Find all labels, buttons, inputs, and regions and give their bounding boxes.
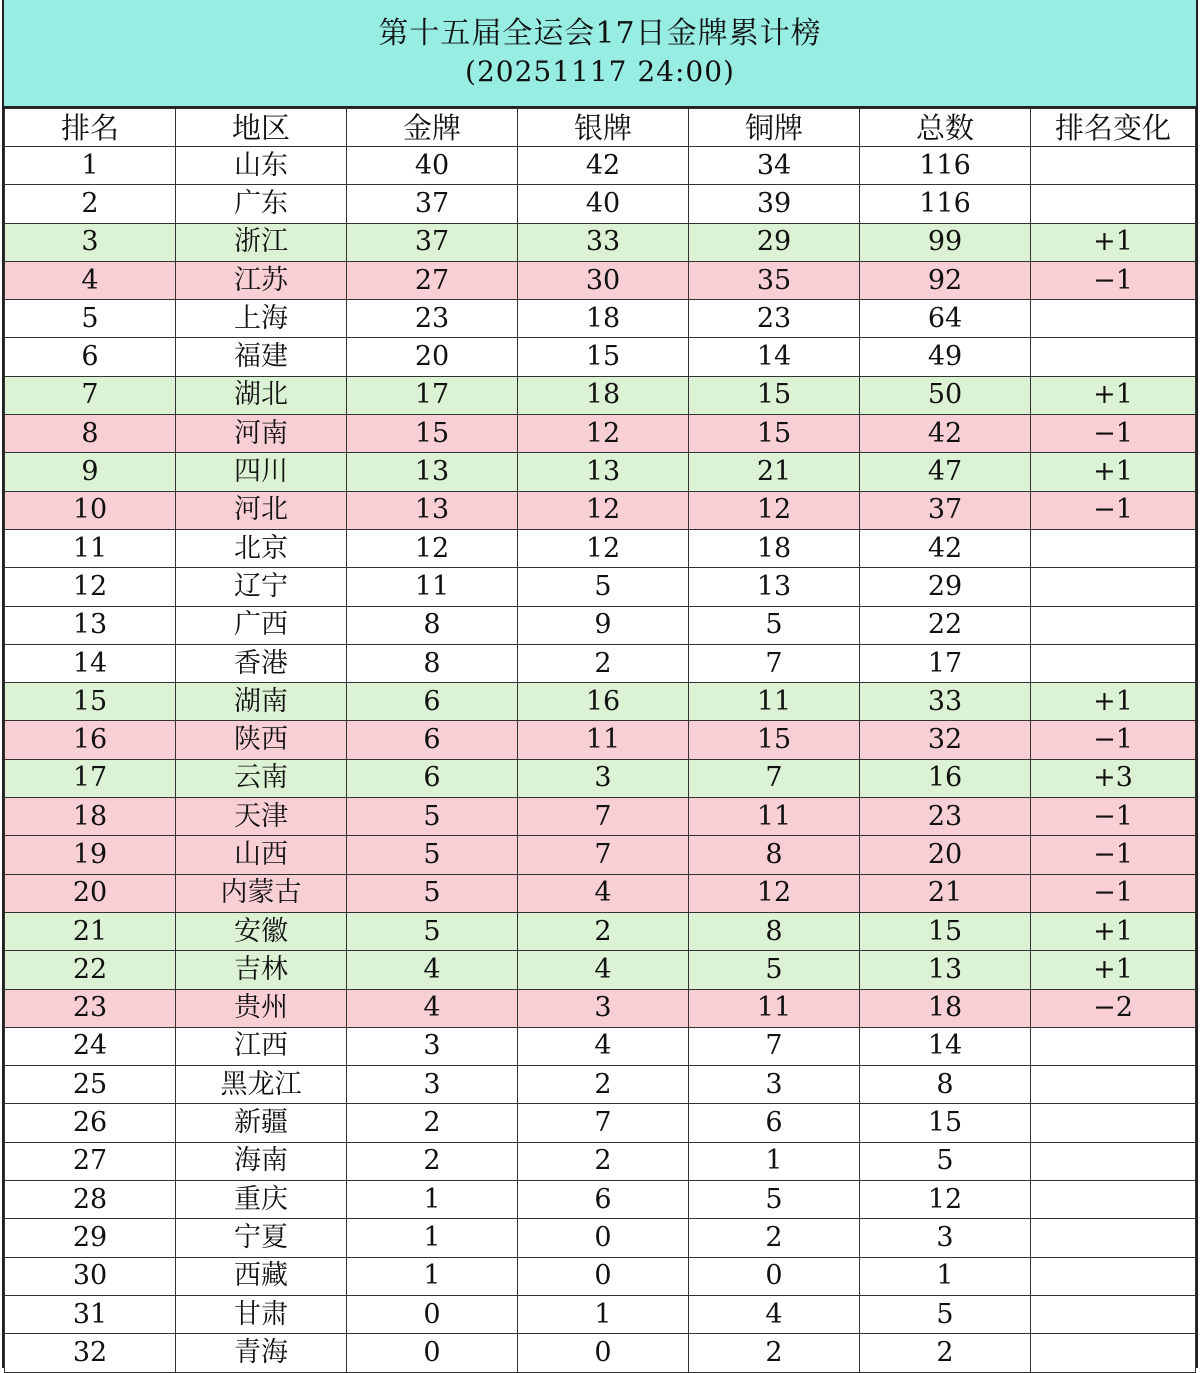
cell-rank: 12 <box>5 568 176 606</box>
cell-rank: 14 <box>5 644 176 682</box>
cell-gold: 0 <box>347 1295 518 1333</box>
header-silver: 银牌 <box>518 109 689 147</box>
header-gold: 金牌 <box>347 109 518 147</box>
cell-silver: 18 <box>518 376 689 414</box>
cell-silver: 12 <box>518 529 689 567</box>
table-row <box>5 874 1196 912</box>
cell-bronze: 2 <box>689 1334 860 1372</box>
cell-bronze: 7 <box>689 1027 860 1065</box>
cell-rank: 26 <box>5 1104 176 1142</box>
cell-rank: 29 <box>5 1219 176 1257</box>
cell-bronze: 29 <box>689 223 860 261</box>
cell-gold: 13 <box>347 491 518 529</box>
cell-bronze: 6 <box>689 1104 860 1142</box>
cell-bronze: 7 <box>689 759 860 797</box>
table-row <box>5 912 1196 950</box>
cell-total: 49 <box>860 338 1031 376</box>
cell-rank-change <box>1031 606 1196 644</box>
cell-total: 5 <box>860 1142 1031 1180</box>
cell-bronze: 34 <box>689 147 860 185</box>
table-row <box>5 415 1196 453</box>
cell-silver: 9 <box>518 606 689 644</box>
table-row <box>5 1142 1196 1180</box>
cell-gold: 6 <box>347 759 518 797</box>
cell-rank: 16 <box>5 721 176 759</box>
cell-silver: 12 <box>518 415 689 453</box>
cell-region: 海南 <box>176 1142 347 1180</box>
cell-rank: 19 <box>5 836 176 874</box>
cell-bronze: 21 <box>689 453 860 491</box>
cell-rank: 31 <box>5 1295 176 1333</box>
cell-silver: 7 <box>518 836 689 874</box>
cell-bronze: 2 <box>689 1219 860 1257</box>
cell-region: 山东 <box>176 147 347 185</box>
table-row <box>5 1181 1196 1219</box>
cell-silver: 33 <box>518 223 689 261</box>
cell-rank-change: +3 <box>1031 759 1196 797</box>
cell-rank-change: +1 <box>1031 951 1196 989</box>
cell-rank: 15 <box>5 683 176 721</box>
cell-bronze: 12 <box>689 491 860 529</box>
cell-rank-change <box>1031 644 1196 682</box>
table-row <box>5 300 1196 338</box>
cell-bronze: 8 <box>689 836 860 874</box>
cell-gold: 40 <box>347 147 518 185</box>
cell-total: 29 <box>860 568 1031 606</box>
cell-rank: 27 <box>5 1142 176 1180</box>
cell-rank: 24 <box>5 1027 176 1065</box>
cell-gold: 5 <box>347 912 518 950</box>
cell-gold: 0 <box>347 1334 518 1372</box>
table-row <box>5 453 1196 491</box>
table-row <box>5 1295 1196 1333</box>
cell-gold: 12 <box>347 529 518 567</box>
cell-silver: 15 <box>518 338 689 376</box>
cell-silver: 3 <box>518 989 689 1027</box>
table-row <box>5 644 1196 682</box>
cell-bronze: 7 <box>689 644 860 682</box>
cell-gold: 37 <box>347 185 518 223</box>
cell-silver: 11 <box>518 721 689 759</box>
table-title: 第十五届全运会17日金牌累计榜 <box>378 16 822 51</box>
cell-region: 广西 <box>176 606 347 644</box>
cell-bronze: 13 <box>689 568 860 606</box>
table-row <box>5 223 1196 261</box>
cell-region: 江西 <box>176 1027 347 1065</box>
cell-bronze: 12 <box>689 874 860 912</box>
cell-silver: 3 <box>518 759 689 797</box>
cell-bronze: 39 <box>689 185 860 223</box>
cell-rank: 23 <box>5 989 176 1027</box>
cell-region: 吉林 <box>176 951 347 989</box>
cell-rank: 17 <box>5 759 176 797</box>
table-row <box>5 721 1196 759</box>
cell-rank-change <box>1031 529 1196 567</box>
cell-region: 甘肃 <box>176 1295 347 1333</box>
cell-gold: 4 <box>347 989 518 1027</box>
cell-rank-change: +1 <box>1031 453 1196 491</box>
cell-silver: 42 <box>518 147 689 185</box>
cell-region: 黑龙江 <box>176 1066 347 1104</box>
cell-silver: 18 <box>518 300 689 338</box>
table-row <box>5 1257 1196 1295</box>
header-bronze: 铜牌 <box>689 109 860 147</box>
table-row <box>5 606 1196 644</box>
cell-silver: 30 <box>518 261 689 299</box>
cell-silver: 2 <box>518 644 689 682</box>
cell-gold: 5 <box>347 874 518 912</box>
cell-bronze: 4 <box>689 1295 860 1333</box>
cell-bronze: 8 <box>689 912 860 950</box>
cell-rank-change <box>1031 568 1196 606</box>
cell-total: 37 <box>860 491 1031 529</box>
cell-gold: 3 <box>347 1027 518 1065</box>
table-row <box>5 529 1196 567</box>
cell-silver: 0 <box>518 1257 689 1295</box>
cell-gold: 23 <box>347 300 518 338</box>
table-row <box>5 338 1196 376</box>
cell-region: 香港 <box>176 644 347 682</box>
table-body <box>5 147 1196 1373</box>
cell-gold: 13 <box>347 453 518 491</box>
cell-silver: 5 <box>518 568 689 606</box>
cell-gold: 1 <box>347 1257 518 1295</box>
cell-rank-change: −2 <box>1031 989 1196 1027</box>
cell-region: 湖南 <box>176 683 347 721</box>
cell-silver: 13 <box>518 453 689 491</box>
cell-total: 116 <box>860 147 1031 185</box>
cell-silver: 0 <box>518 1219 689 1257</box>
table-row <box>5 261 1196 299</box>
cell-rank-change <box>1031 1295 1196 1333</box>
cell-rank-change: −1 <box>1031 874 1196 912</box>
cell-rank-change <box>1031 1142 1196 1180</box>
cell-rank-change: −1 <box>1031 798 1196 836</box>
cell-region: 天津 <box>176 798 347 836</box>
medal-table <box>4 108 1196 1373</box>
cell-total: 14 <box>860 1027 1031 1065</box>
cell-silver: 7 <box>518 798 689 836</box>
cell-silver: 40 <box>518 185 689 223</box>
cell-total: 22 <box>860 606 1031 644</box>
table-row <box>5 1027 1196 1065</box>
table-row <box>5 836 1196 874</box>
cell-rank: 5 <box>5 300 176 338</box>
cell-gold: 2 <box>347 1142 518 1180</box>
cell-rank-change: −1 <box>1031 261 1196 299</box>
table-row <box>5 1104 1196 1142</box>
cell-gold: 27 <box>347 261 518 299</box>
cell-gold: 1 <box>347 1219 518 1257</box>
cell-bronze: 5 <box>689 606 860 644</box>
cell-gold: 1 <box>347 1181 518 1219</box>
cell-total: 23 <box>860 798 1031 836</box>
cell-rank-change <box>1031 185 1196 223</box>
table-row <box>5 1334 1196 1372</box>
cell-rank-change <box>1031 1066 1196 1104</box>
cell-bronze: 1 <box>689 1142 860 1180</box>
cell-total: 116 <box>860 185 1031 223</box>
cell-bronze: 11 <box>689 798 860 836</box>
cell-region: 北京 <box>176 529 347 567</box>
medal-table-sheet <box>2 0 1198 1368</box>
cell-total: 15 <box>860 912 1031 950</box>
cell-region: 广东 <box>176 185 347 223</box>
table-row <box>5 491 1196 529</box>
cell-total: 16 <box>860 759 1031 797</box>
cell-region: 新疆 <box>176 1104 347 1142</box>
cell-total: 50 <box>860 376 1031 414</box>
cell-rank: 18 <box>5 798 176 836</box>
cell-rank-change: −1 <box>1031 415 1196 453</box>
cell-gold: 6 <box>347 683 518 721</box>
cell-rank: 3 <box>5 223 176 261</box>
cell-silver: 7 <box>518 1104 689 1142</box>
cell-gold: 2 <box>347 1104 518 1142</box>
cell-total: 12 <box>860 1181 1031 1219</box>
cell-gold: 15 <box>347 415 518 453</box>
cell-region: 湖北 <box>176 376 347 414</box>
cell-total: 15 <box>860 1104 1031 1142</box>
cell-total: 18 <box>860 989 1031 1027</box>
cell-bronze: 18 <box>689 529 860 567</box>
cell-bronze: 35 <box>689 261 860 299</box>
cell-bronze: 11 <box>689 683 860 721</box>
cell-gold: 11 <box>347 568 518 606</box>
cell-silver: 4 <box>518 874 689 912</box>
cell-rank-change: +1 <box>1031 683 1196 721</box>
table-row <box>5 951 1196 989</box>
cell-silver: 2 <box>518 1066 689 1104</box>
cell-total: 32 <box>860 721 1031 759</box>
cell-gold: 3 <box>347 1066 518 1104</box>
cell-total: 3 <box>860 1219 1031 1257</box>
cell-region: 西藏 <box>176 1257 347 1295</box>
cell-rank: 7 <box>5 376 176 414</box>
cell-region: 重庆 <box>176 1181 347 1219</box>
cell-gold: 4 <box>347 951 518 989</box>
cell-silver: 12 <box>518 491 689 529</box>
cell-bronze: 3 <box>689 1066 860 1104</box>
cell-total: 33 <box>860 683 1031 721</box>
cell-total: 99 <box>860 223 1031 261</box>
cell-silver: 0 <box>518 1334 689 1372</box>
cell-silver: 1 <box>518 1295 689 1333</box>
cell-region: 内蒙古 <box>176 874 347 912</box>
cell-bronze: 15 <box>689 721 860 759</box>
table-row <box>5 147 1196 185</box>
cell-silver: 6 <box>518 1181 689 1219</box>
cell-total: 1 <box>860 1257 1031 1295</box>
table-row <box>5 759 1196 797</box>
table-row <box>5 989 1196 1027</box>
cell-rank: 1 <box>5 147 176 185</box>
header-rank: 排名 <box>5 109 176 147</box>
cell-region: 宁夏 <box>176 1219 347 1257</box>
cell-total: 42 <box>860 415 1031 453</box>
cell-silver: 16 <box>518 683 689 721</box>
cell-rank-change <box>1031 1027 1196 1065</box>
cell-region: 云南 <box>176 759 347 797</box>
table-row <box>5 1219 1196 1257</box>
cell-silver: 4 <box>518 1027 689 1065</box>
cell-bronze: 11 <box>689 989 860 1027</box>
cell-rank-change <box>1031 1181 1196 1219</box>
cell-rank-change: −1 <box>1031 491 1196 529</box>
cell-rank: 8 <box>5 415 176 453</box>
table-row <box>5 683 1196 721</box>
cell-rank-change <box>1031 1334 1196 1372</box>
cell-total: 21 <box>860 874 1031 912</box>
cell-rank: 20 <box>5 874 176 912</box>
cell-rank-change <box>1031 1104 1196 1142</box>
table-row <box>5 568 1196 606</box>
cell-gold: 17 <box>347 376 518 414</box>
cell-region: 贵州 <box>176 989 347 1027</box>
cell-total: 5 <box>860 1295 1031 1333</box>
cell-total: 92 <box>860 261 1031 299</box>
cell-rank-change <box>1031 338 1196 376</box>
cell-silver: 2 <box>518 1142 689 1180</box>
table-row <box>5 376 1196 414</box>
cell-total: 64 <box>860 300 1031 338</box>
cell-bronze: 5 <box>689 1181 860 1219</box>
cell-total: 8 <box>860 1066 1031 1104</box>
cell-region: 四川 <box>176 453 347 491</box>
cell-bronze: 15 <box>689 376 860 414</box>
cell-region: 江苏 <box>176 261 347 299</box>
cell-rank: 13 <box>5 606 176 644</box>
cell-gold: 5 <box>347 798 518 836</box>
cell-total: 17 <box>860 644 1031 682</box>
cell-rank-change <box>1031 1219 1196 1257</box>
cell-region: 安徽 <box>176 912 347 950</box>
header-rank-change: 排名变化 <box>1031 109 1196 147</box>
cell-rank: 11 <box>5 529 176 567</box>
table-row <box>5 1066 1196 1104</box>
cell-gold: 6 <box>347 721 518 759</box>
cell-rank-change: −1 <box>1031 836 1196 874</box>
cell-rank-change: +1 <box>1031 223 1196 261</box>
header-total: 总数 <box>860 109 1031 147</box>
cell-region: 河南 <box>176 415 347 453</box>
table-row <box>5 185 1196 223</box>
cell-rank: 2 <box>5 185 176 223</box>
cell-bronze: 0 <box>689 1257 860 1295</box>
cell-rank: 4 <box>5 261 176 299</box>
cell-rank-change <box>1031 1257 1196 1295</box>
table-row <box>5 798 1196 836</box>
cell-rank: 32 <box>5 1334 176 1372</box>
cell-region: 山西 <box>176 836 347 874</box>
cell-gold: 37 <box>347 223 518 261</box>
cell-region: 浙江 <box>176 223 347 261</box>
cell-rank: 21 <box>5 912 176 950</box>
cell-region: 福建 <box>176 338 347 376</box>
cell-rank: 22 <box>5 951 176 989</box>
cell-total: 20 <box>860 836 1031 874</box>
cell-rank: 28 <box>5 1181 176 1219</box>
cell-bronze: 23 <box>689 300 860 338</box>
table-subtitle: (20251117 24:00) <box>465 55 735 88</box>
cell-rank: 25 <box>5 1066 176 1104</box>
cell-gold: 5 <box>347 836 518 874</box>
cell-gold: 8 <box>347 606 518 644</box>
cell-total: 2 <box>860 1334 1031 1372</box>
cell-rank-change <box>1031 147 1196 185</box>
cell-rank: 6 <box>5 338 176 376</box>
title-banner <box>4 0 1196 108</box>
cell-region: 河北 <box>176 491 347 529</box>
cell-rank: 30 <box>5 1257 176 1295</box>
cell-total: 47 <box>860 453 1031 491</box>
cell-bronze: 5 <box>689 951 860 989</box>
cell-region: 上海 <box>176 300 347 338</box>
header-region: 地区 <box>176 109 347 147</box>
cell-silver: 2 <box>518 912 689 950</box>
cell-rank: 10 <box>5 491 176 529</box>
cell-bronze: 14 <box>689 338 860 376</box>
cell-gold: 8 <box>347 644 518 682</box>
cell-region: 青海 <box>176 1334 347 1372</box>
cell-region: 陕西 <box>176 721 347 759</box>
cell-rank-change: +1 <box>1031 376 1196 414</box>
cell-silver: 4 <box>518 951 689 989</box>
cell-rank-change: −1 <box>1031 721 1196 759</box>
cell-total: 42 <box>860 529 1031 567</box>
header-row <box>5 109 1196 147</box>
cell-rank: 9 <box>5 453 176 491</box>
cell-bronze: 15 <box>689 415 860 453</box>
cell-rank-change: +1 <box>1031 912 1196 950</box>
cell-gold: 20 <box>347 338 518 376</box>
cell-rank-change <box>1031 300 1196 338</box>
cell-total: 13 <box>860 951 1031 989</box>
cell-region: 辽宁 <box>176 568 347 606</box>
